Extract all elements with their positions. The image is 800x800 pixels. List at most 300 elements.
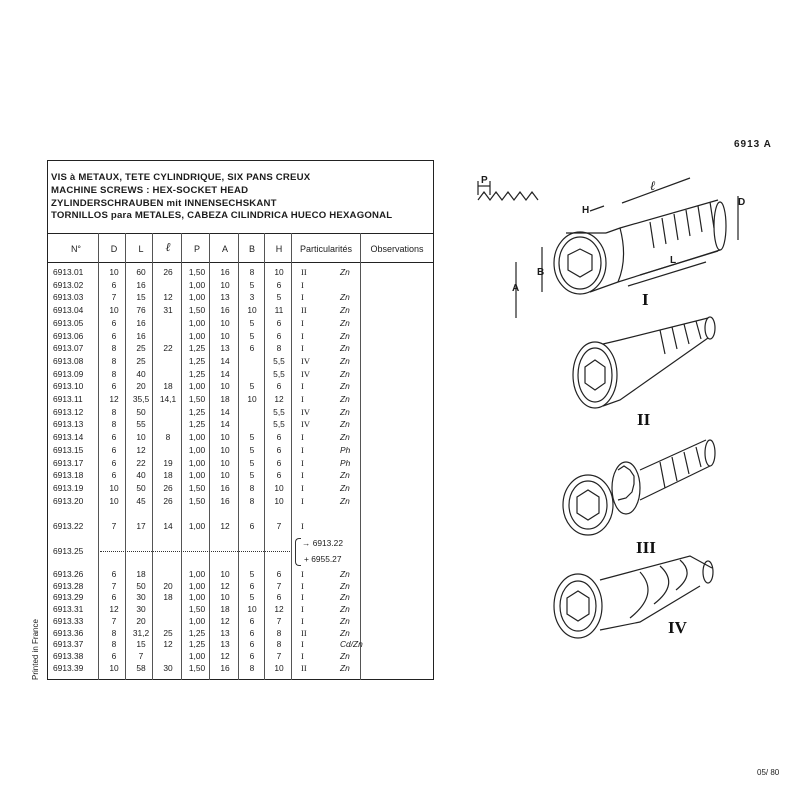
table-cell: 1,25 xyxy=(188,627,206,638)
table-cell: 10 xyxy=(274,662,284,673)
table-cell: 16 xyxy=(220,662,230,673)
table-cell: 5 xyxy=(249,444,255,455)
table-cell: Zn xyxy=(340,368,350,379)
table-cell: I xyxy=(301,457,304,468)
table-cell: I xyxy=(301,650,304,661)
table-cell: 31,2 xyxy=(132,627,150,638)
table-cell: I xyxy=(301,569,304,579)
header-bottom-rule xyxy=(47,262,434,263)
table-cell: Zn xyxy=(340,305,350,316)
label-H: H xyxy=(582,205,590,216)
table-cell: 15 xyxy=(136,639,146,650)
table-cell: 6 xyxy=(276,279,282,290)
table-cell: 5 xyxy=(249,457,255,468)
screw-drawings xyxy=(455,160,800,660)
table-cell: 6913.17 xyxy=(53,457,84,468)
table-cell: II xyxy=(301,305,307,316)
table-cell: 1,50 xyxy=(188,662,206,673)
table-cell: 6 xyxy=(111,444,117,455)
figure-label-3: III xyxy=(636,538,656,557)
table-cell: 50 xyxy=(136,482,146,493)
column-divider xyxy=(98,233,99,680)
printed-in-note: Printed in France xyxy=(31,619,40,680)
table-cell: 26 xyxy=(163,482,173,493)
table-cell: 10 xyxy=(109,495,119,506)
table-title-block xyxy=(51,172,436,223)
table-cell: Zn xyxy=(340,662,350,673)
table-cell: 6913.26 xyxy=(53,569,84,579)
table-cell: 5 xyxy=(249,330,255,341)
table-cell: 6913.10 xyxy=(53,381,84,392)
table-cell: 14 xyxy=(220,355,230,366)
table-cell: 1,00 xyxy=(188,292,206,303)
table-cell: 1,25 xyxy=(188,368,206,379)
table-cell: I xyxy=(301,604,304,615)
table-cell: 6913.02 xyxy=(53,279,84,290)
table-cell: I xyxy=(301,279,304,290)
table-cell: 5,5 xyxy=(273,355,285,366)
table-cell: 8 xyxy=(111,627,117,638)
table-cell: 6913.12 xyxy=(53,406,84,417)
table-cell: Zn xyxy=(340,495,350,506)
table-cell: 10 xyxy=(274,267,284,277)
table-cell: 10 xyxy=(247,305,257,316)
table-cell: 8 xyxy=(249,267,255,277)
table-cell: 20 xyxy=(136,615,146,626)
table-cell: 16 xyxy=(220,495,230,506)
special-row-6913.25-ref2: + 6955.27 xyxy=(304,554,342,564)
table-cell: 6 xyxy=(276,444,282,455)
table-cell: 1,00 xyxy=(188,279,206,290)
table-cell: Zn xyxy=(340,569,350,579)
column-header: A xyxy=(221,244,228,254)
table-cell: 6913.15 xyxy=(53,444,84,455)
table-cell: 6 xyxy=(276,470,282,481)
table-cell: 1,00 xyxy=(188,381,206,392)
table-cell: 12 xyxy=(220,521,230,531)
table-cell: 6 xyxy=(249,627,255,638)
table-cell: 12 xyxy=(109,394,119,404)
table-cell: 6913.07 xyxy=(53,343,84,354)
table-cell: 10 xyxy=(247,394,257,404)
table-cell: 12 xyxy=(220,650,230,661)
table-cell: I xyxy=(301,495,304,506)
title-es: TORNILLOS para METALES, CABEZA CILINDRICA HUECO HEXAGONAL xyxy=(51,210,393,222)
table-cell: 26 xyxy=(163,267,173,277)
column-header: H xyxy=(275,244,283,254)
table-cell: 10 xyxy=(247,604,257,615)
table-cell: 6913.14 xyxy=(53,432,84,443)
table-cell: 6913.01 xyxy=(53,267,84,277)
table-cell: Zn xyxy=(340,592,350,603)
table-cell: 50 xyxy=(136,580,146,591)
table-cell: 1,00 xyxy=(188,457,206,468)
table-cell: 18 xyxy=(163,470,173,481)
table-cell: I xyxy=(301,444,304,455)
table-cell: 7 xyxy=(111,615,117,626)
table-cell: Zn xyxy=(340,615,350,626)
table-cell: Cd/Zn xyxy=(340,639,363,650)
table-cell: Zn xyxy=(340,381,350,392)
table-cell: Zn xyxy=(340,317,350,328)
table-cell: 50 xyxy=(136,406,146,417)
table-cell: 6913.08 xyxy=(53,355,84,366)
table-cell: 6 xyxy=(111,279,117,290)
table-cell: 16 xyxy=(220,305,230,316)
table-cell: 5 xyxy=(249,317,255,328)
table-cell: IV xyxy=(301,368,310,379)
column-header: L xyxy=(138,244,144,254)
table-cell: 6913.36 xyxy=(53,627,84,638)
table-cell: 6 xyxy=(249,650,255,661)
table-cell: 14 xyxy=(220,406,230,417)
table-cell: 13 xyxy=(220,343,230,354)
table-cell: 5,5 xyxy=(273,368,285,379)
table-cell: 16 xyxy=(220,482,230,493)
table-cell: 6913.29 xyxy=(53,592,84,603)
table-cell: 40 xyxy=(136,470,146,481)
table-cell: 18 xyxy=(220,394,230,404)
table-cell: 6913.06 xyxy=(53,330,84,341)
table-cell: 5,5 xyxy=(273,419,285,430)
table-cell: 10 xyxy=(220,470,230,481)
table-cell: 6 xyxy=(249,343,255,354)
table-cell: 7 xyxy=(111,580,117,591)
table-cell: Ph xyxy=(340,444,351,455)
column-header: N° xyxy=(70,244,82,254)
table-cell: 6 xyxy=(111,569,117,579)
table-cell: 7 xyxy=(111,292,117,303)
table-cell: 25 xyxy=(136,355,146,366)
table-cell: 12 xyxy=(220,580,230,591)
table-cell: I xyxy=(301,432,304,443)
table-cell: 13 xyxy=(220,627,230,638)
table-cell: 8 xyxy=(249,662,255,673)
table-cell: 55 xyxy=(136,419,146,430)
table-cell: 6913.03 xyxy=(53,292,84,303)
table-cell: 12 xyxy=(274,394,284,404)
column-header: P xyxy=(193,244,200,254)
table-cell: Zn xyxy=(340,627,350,638)
table-cell: 31 xyxy=(163,305,173,316)
figure-label-2: II xyxy=(637,410,651,429)
table-cell: 12 xyxy=(136,444,146,455)
table-cell: 18 xyxy=(163,381,173,392)
table-cell: 7 xyxy=(276,650,282,661)
label-A: A xyxy=(512,283,520,294)
table-cell: 1,50 xyxy=(188,305,206,316)
table-cell: I xyxy=(301,580,304,591)
label-P: P xyxy=(481,175,488,186)
table-cell: 5 xyxy=(249,569,255,579)
title-en: MACHINE SCREWS : HEX-SOCKET HEAD xyxy=(51,184,249,196)
table-cell: 16 xyxy=(136,317,146,328)
column-header: Observations xyxy=(370,244,424,254)
table-cell: 1,00 xyxy=(188,650,206,661)
figure-label-4: IV xyxy=(668,618,687,637)
table-cell: 13 xyxy=(220,292,230,303)
table-cell: 10 xyxy=(220,457,230,468)
table-cell: 12 xyxy=(163,639,173,650)
table-cell: I xyxy=(301,317,304,328)
table-cell: 3 xyxy=(249,292,255,303)
table-cell: Zn xyxy=(340,343,350,354)
special-row-6913.25-ref1: → 6913.22 xyxy=(302,538,343,548)
table-cell: 6913.13 xyxy=(53,419,84,430)
table-cell: Zn xyxy=(340,482,350,493)
table-cell: 25 xyxy=(136,343,146,354)
table-cell: II xyxy=(301,627,307,638)
table-cell: 16 xyxy=(136,279,146,290)
table-cell: 10 xyxy=(220,317,230,328)
label-B: B xyxy=(537,267,545,278)
table-cell: 10 xyxy=(220,381,230,392)
table-cell: II xyxy=(301,267,307,277)
table-cell: 6913.09 xyxy=(53,368,84,379)
header-top-rule xyxy=(47,233,434,234)
table-cell: 1,00 xyxy=(188,444,206,455)
table-cell: 12 xyxy=(274,604,284,615)
table-cell: 10 xyxy=(220,279,230,290)
table-cell: I xyxy=(301,639,304,650)
table-cell: 6913.37 xyxy=(53,639,84,650)
label-L: L xyxy=(670,255,677,266)
table-cell: 6913.19 xyxy=(53,482,84,493)
title-fr: VIS à METAUX, TETE CYLINDRIQUE, SIX PANS CREUX xyxy=(51,172,311,183)
label-D: D xyxy=(738,197,746,208)
table-cell: 10 xyxy=(109,305,119,316)
table-cell: Zn xyxy=(340,267,350,277)
table-cell: 6 xyxy=(249,639,255,650)
table-cell: 19 xyxy=(163,457,173,468)
table-cell: 10 xyxy=(220,444,230,455)
table-cell: Zn xyxy=(340,292,350,303)
table-cell: 22 xyxy=(163,343,173,354)
pitch-profile xyxy=(478,192,538,200)
table-cell: 7 xyxy=(111,521,117,531)
table-cell: 8 xyxy=(111,406,117,417)
special-row-6913.25-no: 6913.25 xyxy=(53,546,84,556)
table-cell: 20 xyxy=(136,381,146,392)
table-cell: 6913.18 xyxy=(53,470,84,481)
table-cell: 1,50 xyxy=(188,604,206,615)
table-cell: 15 xyxy=(136,292,146,303)
column-header: D xyxy=(110,244,118,254)
table-cell: 1,25 xyxy=(188,419,206,430)
table-cell: 5,5 xyxy=(273,406,285,417)
table-cell: 45 xyxy=(136,495,146,506)
table-cell: 8 xyxy=(111,419,117,430)
column-header: Particularités xyxy=(299,244,353,254)
table-cell: 6913.22 xyxy=(53,521,84,531)
column-divider xyxy=(360,233,361,680)
table-cell: 8 xyxy=(276,639,282,650)
table-cell: Zn xyxy=(340,406,350,417)
table-cell: Zn xyxy=(340,470,350,481)
table-cell: 12 xyxy=(163,292,173,303)
table-cell: 1,50 xyxy=(188,267,206,277)
table-cell: Zn xyxy=(340,432,350,443)
table-cell: 26 xyxy=(163,495,173,506)
table-cell: 8 xyxy=(111,639,117,650)
table-cell: 6 xyxy=(111,381,117,392)
page-code: 6913 A xyxy=(734,139,772,150)
table-cell: 7 xyxy=(276,580,282,591)
table-cell: 7 xyxy=(276,615,282,626)
table-cell: 10 xyxy=(274,495,284,506)
table-cell: 13 xyxy=(220,639,230,650)
table-cell: 12 xyxy=(109,604,119,615)
table-cell: Ph xyxy=(340,457,351,468)
table-cell: 6 xyxy=(111,457,117,468)
table-cell: 5 xyxy=(276,292,282,303)
title-de: ZYLINDERSCHRAUBEN mit INNENSECHSKANT xyxy=(51,197,277,209)
table-cell: 5 xyxy=(249,279,255,290)
table-cell: 14 xyxy=(163,521,173,531)
screw-figure-4 xyxy=(554,556,713,638)
table-cell: 6913.20 xyxy=(53,495,84,506)
table-cell: 6 xyxy=(111,330,117,341)
table-cell: I xyxy=(301,615,304,626)
table-cell: 1,50 xyxy=(188,495,206,506)
table-cell: 6 xyxy=(111,317,117,328)
table-cell: 22 xyxy=(136,457,146,468)
table-cell: 1,00 xyxy=(188,569,206,579)
table-cell: 1,25 xyxy=(188,343,206,354)
table-cell: 1,00 xyxy=(188,615,206,626)
table-cell: I xyxy=(301,292,304,303)
table-cell: 10 xyxy=(274,482,284,493)
table-cell: Zn xyxy=(340,355,350,366)
table-cell: 11 xyxy=(274,305,284,316)
table-cell: Zn xyxy=(340,330,350,341)
table-cell: 10 xyxy=(220,569,230,579)
table-cell: 18 xyxy=(163,592,173,603)
table-cell: 8 xyxy=(165,432,171,443)
reference-brace xyxy=(295,538,301,566)
table-cell: 20 xyxy=(163,580,173,591)
table-cell: Zn xyxy=(340,604,350,615)
table-cell: 6 xyxy=(276,330,282,341)
table-cell: 6913.05 xyxy=(53,317,84,328)
table-cell: 18 xyxy=(136,569,146,579)
screw-figure-1 xyxy=(516,178,738,318)
table-cell: 8 xyxy=(111,343,117,354)
table-cell: 6 xyxy=(276,317,282,328)
table-cell: 25 xyxy=(163,627,173,638)
table-cell: 18 xyxy=(220,604,230,615)
table-cell: Zn xyxy=(340,650,350,661)
table-cell: 10 xyxy=(220,432,230,443)
screw-figure-2 xyxy=(573,317,715,408)
dotted-leader xyxy=(100,551,290,552)
table-cell: 10 xyxy=(109,482,119,493)
column-header: ℓ xyxy=(165,240,171,254)
table-cell: 14,1 xyxy=(159,394,177,404)
table-cell: II xyxy=(301,662,307,673)
table-cell: Zn xyxy=(340,419,350,430)
table-cell: 30 xyxy=(136,592,146,603)
table-cell: 12 xyxy=(220,615,230,626)
table-cell: 35,5 xyxy=(132,394,150,404)
table-cell: I xyxy=(301,394,304,404)
table-cell: Zn xyxy=(340,580,350,591)
footer-date: 05/ 80 xyxy=(757,768,780,777)
table-cell: 6 xyxy=(276,457,282,468)
table-cell: 1,00 xyxy=(188,521,206,531)
screw-figure-3 xyxy=(563,440,715,535)
column-divider xyxy=(264,233,265,680)
table-cell: 6 xyxy=(249,615,255,626)
table-cell: I xyxy=(301,482,304,493)
table-cell: 5 xyxy=(249,592,255,603)
table-cell: 1,25 xyxy=(188,406,206,417)
table-cell: 10 xyxy=(109,662,119,673)
table-cell: I xyxy=(301,343,304,354)
table-cell: 6 xyxy=(276,592,282,603)
table-cell: 10 xyxy=(220,592,230,603)
table-cell: 6913.38 xyxy=(53,650,84,661)
table-cell: 8 xyxy=(111,355,117,366)
table-cell: 6 xyxy=(111,650,117,661)
table-cell: 5 xyxy=(249,470,255,481)
table-cell: 1,00 xyxy=(188,432,206,443)
table-cell: 14 xyxy=(220,419,230,430)
table-cell: 7 xyxy=(276,521,282,531)
table-cell: 1,00 xyxy=(188,330,206,341)
table-cell: 6 xyxy=(111,592,117,603)
table-cell: Zn xyxy=(340,394,350,404)
table-cell: I xyxy=(301,470,304,481)
table-cell: 6 xyxy=(276,569,282,579)
table-cell: 16 xyxy=(220,267,230,277)
table-cell: I xyxy=(301,381,304,392)
table-cell: 8 xyxy=(249,495,255,506)
table-cell: 1,00 xyxy=(188,317,206,328)
table-cell: 40 xyxy=(136,368,146,379)
table-cell: IV xyxy=(301,419,310,430)
table-cell: 14 xyxy=(220,368,230,379)
column-header: B xyxy=(248,244,255,254)
figure-label-1: I xyxy=(642,290,649,309)
table-cell: 6913.28 xyxy=(53,580,84,591)
table-cell: 6913.11 xyxy=(53,394,83,404)
table-cell: 6913.04 xyxy=(53,305,84,316)
table-cell: 6 xyxy=(249,521,255,531)
table-cell: 5 xyxy=(249,432,255,443)
table-cell: 76 xyxy=(136,305,146,316)
table-cell: 60 xyxy=(136,267,146,277)
table-cell: 1,00 xyxy=(188,580,206,591)
table-cell: IV xyxy=(301,406,310,417)
table-cell: 1,50 xyxy=(188,394,206,404)
label-l: ℓ xyxy=(650,178,656,193)
table-cell: 6913.33 xyxy=(53,615,84,626)
table-cell: I xyxy=(301,521,304,531)
table-cell: I xyxy=(301,330,304,341)
table-cell: 7 xyxy=(138,650,144,661)
table-cell: 6 xyxy=(276,381,282,392)
table-cell: 8 xyxy=(276,627,282,638)
table-cell: 1,25 xyxy=(188,355,206,366)
table-cell: 10 xyxy=(136,432,146,443)
table-cell: 1,00 xyxy=(188,592,206,603)
table-cell: 6 xyxy=(249,580,255,591)
table-cell: 30 xyxy=(163,662,173,673)
table-cell: 58 xyxy=(136,662,146,673)
table-cell: 10 xyxy=(109,267,119,277)
table-cell: IV xyxy=(301,355,310,366)
